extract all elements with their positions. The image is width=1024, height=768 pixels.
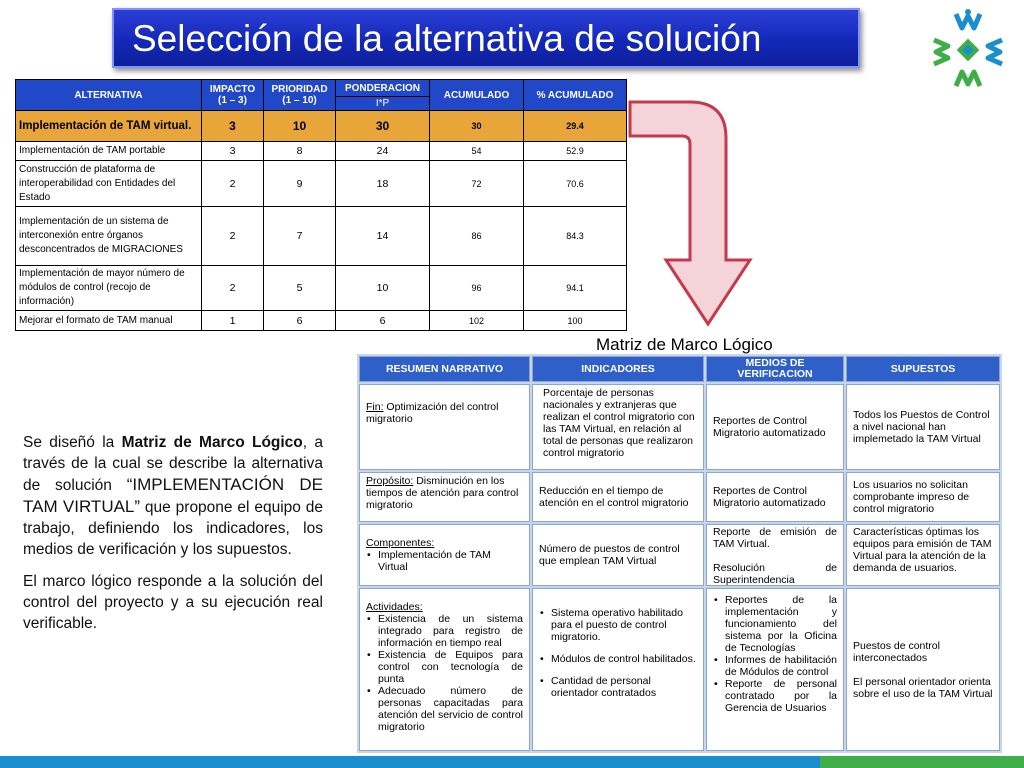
cell-alternativa: Implementación de TAM portable xyxy=(16,142,202,161)
col-header-ponderacion-formula: I*P xyxy=(336,97,430,111)
componentes-label: Componentes: xyxy=(366,537,435,549)
cell-pct: 94.1 xyxy=(524,266,627,311)
matrix-cell-proposito-medio xyxy=(706,472,844,522)
description-text xyxy=(23,432,323,634)
col-header-pct-acumulado: % ACUMULADO xyxy=(524,80,627,111)
matrix-cell-fin-supuesto xyxy=(846,384,1000,470)
cell-prioridad: 8 xyxy=(264,142,336,161)
page-title: Selección de la alternativa de solución xyxy=(132,18,762,59)
col-header-acumulado: ACUMULADO xyxy=(430,80,524,111)
cell-ponderacion: 10 xyxy=(336,266,430,311)
matrix-cell-actividades xyxy=(359,588,530,751)
description-paragraph-2: El marco lógico responde a la solución del control del proyecto y a su ejecución real verificable. xyxy=(23,573,323,632)
cell-alternativa: Implementación de mayor número de módulos de control (recojo de información) xyxy=(16,266,202,311)
col-header-prioridad: PRIORIDAD (1 – 10) xyxy=(264,80,336,111)
cell-alternativa: Implementación de TAM virtual. xyxy=(16,111,202,142)
matrix-header-medios: MEDIOS DE VERIFICACION xyxy=(706,356,844,382)
cell-impacto: 2 xyxy=(202,207,264,266)
cell-prioridad: 10 xyxy=(264,111,336,142)
componentes-medio-1: Reporte de emisión de TAM Virtual. xyxy=(713,526,837,550)
cell-alternativa: Construcción de plataforma de interoperabilidad con Entidades del Estado xyxy=(16,161,202,207)
fin-supuesto-text: Todos los Puestos de Control a nivel nacional han implemetado la TAM Virtual xyxy=(853,409,990,445)
organization-logo xyxy=(926,6,1010,90)
col-header-alternativa: ALTERNATIVA xyxy=(16,80,202,111)
list-item: • Adecuado número de personas capacitadas para atención del servicio de control migratorio xyxy=(366,685,523,733)
matrix-cell-fin xyxy=(359,384,530,470)
curved-arrow-icon xyxy=(628,92,758,332)
cell-ponderacion: 30 xyxy=(336,111,430,142)
cell-acumulado: 30 xyxy=(430,111,524,142)
matrix-header-indicadores: INDICADORES xyxy=(532,356,704,382)
componentes-indicador-text: Número de puestos de control que emplean TAM Virtual xyxy=(539,543,680,567)
footer-bar-green xyxy=(820,756,1024,768)
cell-impacto: 2 xyxy=(202,266,264,311)
logo-mark xyxy=(934,9,1002,86)
table-row xyxy=(16,161,627,207)
matrix-header-resumen: RESUMEN NARRATIVO xyxy=(359,356,530,382)
matrix-cell-fin-indicador: Porcentaje de personas nacionales y extranjeras que realizan el control migratorio con las TAM Virtual, en relación al total de personas que realizaron control migratorio xyxy=(532,384,704,470)
title-banner xyxy=(112,8,860,68)
matrix-header-supuestos: SUPUESTOS xyxy=(846,356,1000,382)
fin-text: Optimización del control migratorio xyxy=(366,401,499,425)
cell-pct: 84.3 xyxy=(524,207,627,266)
matrix-title: Matriz de Marco Lógico xyxy=(596,335,773,354)
table-row-selected xyxy=(16,111,627,142)
desc-p1-e: que propone el equipo de trabajo, definiendo los indicadores, los medios de verificación y los supuestos. xyxy=(23,499,323,558)
proposito-supuesto-text: Los usuarios no solicitan comprobante impreso de control migratorio xyxy=(853,479,970,515)
actividades-supuesto-1: Puestos de control interconectados xyxy=(853,639,940,664)
col-header-ponderacion: PONDERACION xyxy=(336,80,430,97)
list-item: • Existencia de un sistema integrado para registro de información en tiempo real xyxy=(366,613,523,649)
cell-acumulado: 54 xyxy=(430,142,524,161)
cell-ponderacion: 24 xyxy=(336,142,430,161)
matrix-cell-actividades-medios xyxy=(706,588,844,751)
table-row xyxy=(16,207,627,266)
matrix-cell-proposito-indicador xyxy=(532,472,704,522)
list-item: • Reportes de la implementación y funcionamiento del sistema por la Oficina de Tecnologías xyxy=(713,594,837,654)
actividades-label: Actividades: xyxy=(366,601,423,613)
matrix-cell-proposito-supuesto xyxy=(846,472,1000,522)
table-row xyxy=(16,311,627,331)
desc-p1-d: “IMPLEMENTACIÓN DE TAM VIRTUAL” xyxy=(23,475,323,516)
cell-acumulado: 86 xyxy=(430,207,524,266)
matrix-cell-actividades-supuestos xyxy=(846,588,1000,751)
matrix-cell-fin-medio xyxy=(706,384,844,470)
cell-alternativa: Mejorar el formato de TAM manual xyxy=(16,311,202,331)
cell-impacto: 3 xyxy=(202,142,264,161)
proposito-medio-text: Reportes de Control Migratorio automatizado xyxy=(713,485,826,509)
list-item: • Existencia de Equipos para control con tecnología de punta xyxy=(366,649,523,685)
proposito-label: Propósito: xyxy=(366,475,414,487)
cell-ponderacion: 14 xyxy=(336,207,430,266)
table-row xyxy=(16,266,627,311)
description-paragraph-1 xyxy=(23,432,323,560)
desc-p1-b: Matriz de Marco Lógico xyxy=(121,434,303,451)
desc-p1-c: , a través de la cual se describe la alternativa de solución xyxy=(23,434,323,494)
cell-ponderacion: 6 xyxy=(336,311,430,331)
matrix-cell-componentes-medio xyxy=(706,524,844,586)
matrix-cell-actividades-indicadores xyxy=(532,588,704,751)
cell-prioridad: 5 xyxy=(264,266,336,311)
list-item: • Informes de habilitación de Módulos de control xyxy=(713,654,837,678)
componentes-medio-2: Resolución de Superintendencia xyxy=(713,562,837,586)
fin-label: Fin: xyxy=(366,401,384,413)
cell-pct: 70.6 xyxy=(524,161,627,207)
list-item: • Sistema operativo habilitado para el puesto de control migratorio. xyxy=(539,607,697,643)
cell-prioridad: 9 xyxy=(264,161,336,207)
cell-impacto: 1 xyxy=(202,311,264,331)
matrix-cell-componentes-supuesto: Características óptimas los equipos para emisión de TAM Virtual para la atención de la demanda de usuarios. xyxy=(846,524,1000,586)
list-item: • Implementación de TAM Virtual xyxy=(366,549,523,573)
cell-pct: 52.9 xyxy=(524,142,627,161)
fin-medio-text: Reportes de Control Migratorio automatizado xyxy=(713,415,826,439)
cell-prioridad: 7 xyxy=(264,207,336,266)
cell-pct: 29.4 xyxy=(524,111,627,142)
cell-alternativa: Implementación de un sistema de interconexión entre órganos desconcentrados de MIGRACIONES xyxy=(16,207,202,266)
cell-impacto: 2 xyxy=(202,161,264,207)
desc-p1-a: Se diseñó la xyxy=(23,434,122,451)
actividades-list xyxy=(366,613,523,733)
cell-impacto: 3 xyxy=(202,111,264,142)
proposito-text: Disminución en los tiempos de atención para control migratorio xyxy=(366,475,519,511)
componentes-list xyxy=(366,549,523,573)
cell-ponderacion: 18 xyxy=(336,161,430,207)
list-item: • Cantidad de personal orientador contratados xyxy=(539,675,697,699)
cell-pct: 100 xyxy=(524,311,627,331)
cell-acumulado: 96 xyxy=(430,266,524,311)
cell-acumulado: 102 xyxy=(430,311,524,331)
list-item: • Reporte de personal contratado por la Gerencia de Usuarios xyxy=(713,678,837,714)
actividades-supuesto-2: El personal orientador orienta sobre el uso de la TAM Virtual xyxy=(853,675,993,700)
logical-framework-matrix xyxy=(357,354,1002,753)
table-row xyxy=(16,142,627,161)
matrix-cell-componentes-indicador xyxy=(532,524,704,586)
actividades-medios-list xyxy=(713,594,837,714)
proposito-indicador-text: Reducción en el tiempo de atención en el control migratorio xyxy=(539,485,689,509)
col-header-impacto: IMPACTO (1 – 3) xyxy=(202,80,264,111)
footer-bar-blue xyxy=(0,756,820,768)
alternatives-ranking-table xyxy=(15,79,627,331)
matrix-cell-proposito xyxy=(359,472,530,522)
cell-prioridad: 6 xyxy=(264,311,336,331)
actividades-indicadores-list xyxy=(539,607,697,699)
cell-acumulado: 72 xyxy=(430,161,524,207)
list-item: • Módulos de control habilitados. xyxy=(539,653,697,665)
matrix-cell-componentes xyxy=(359,524,530,586)
